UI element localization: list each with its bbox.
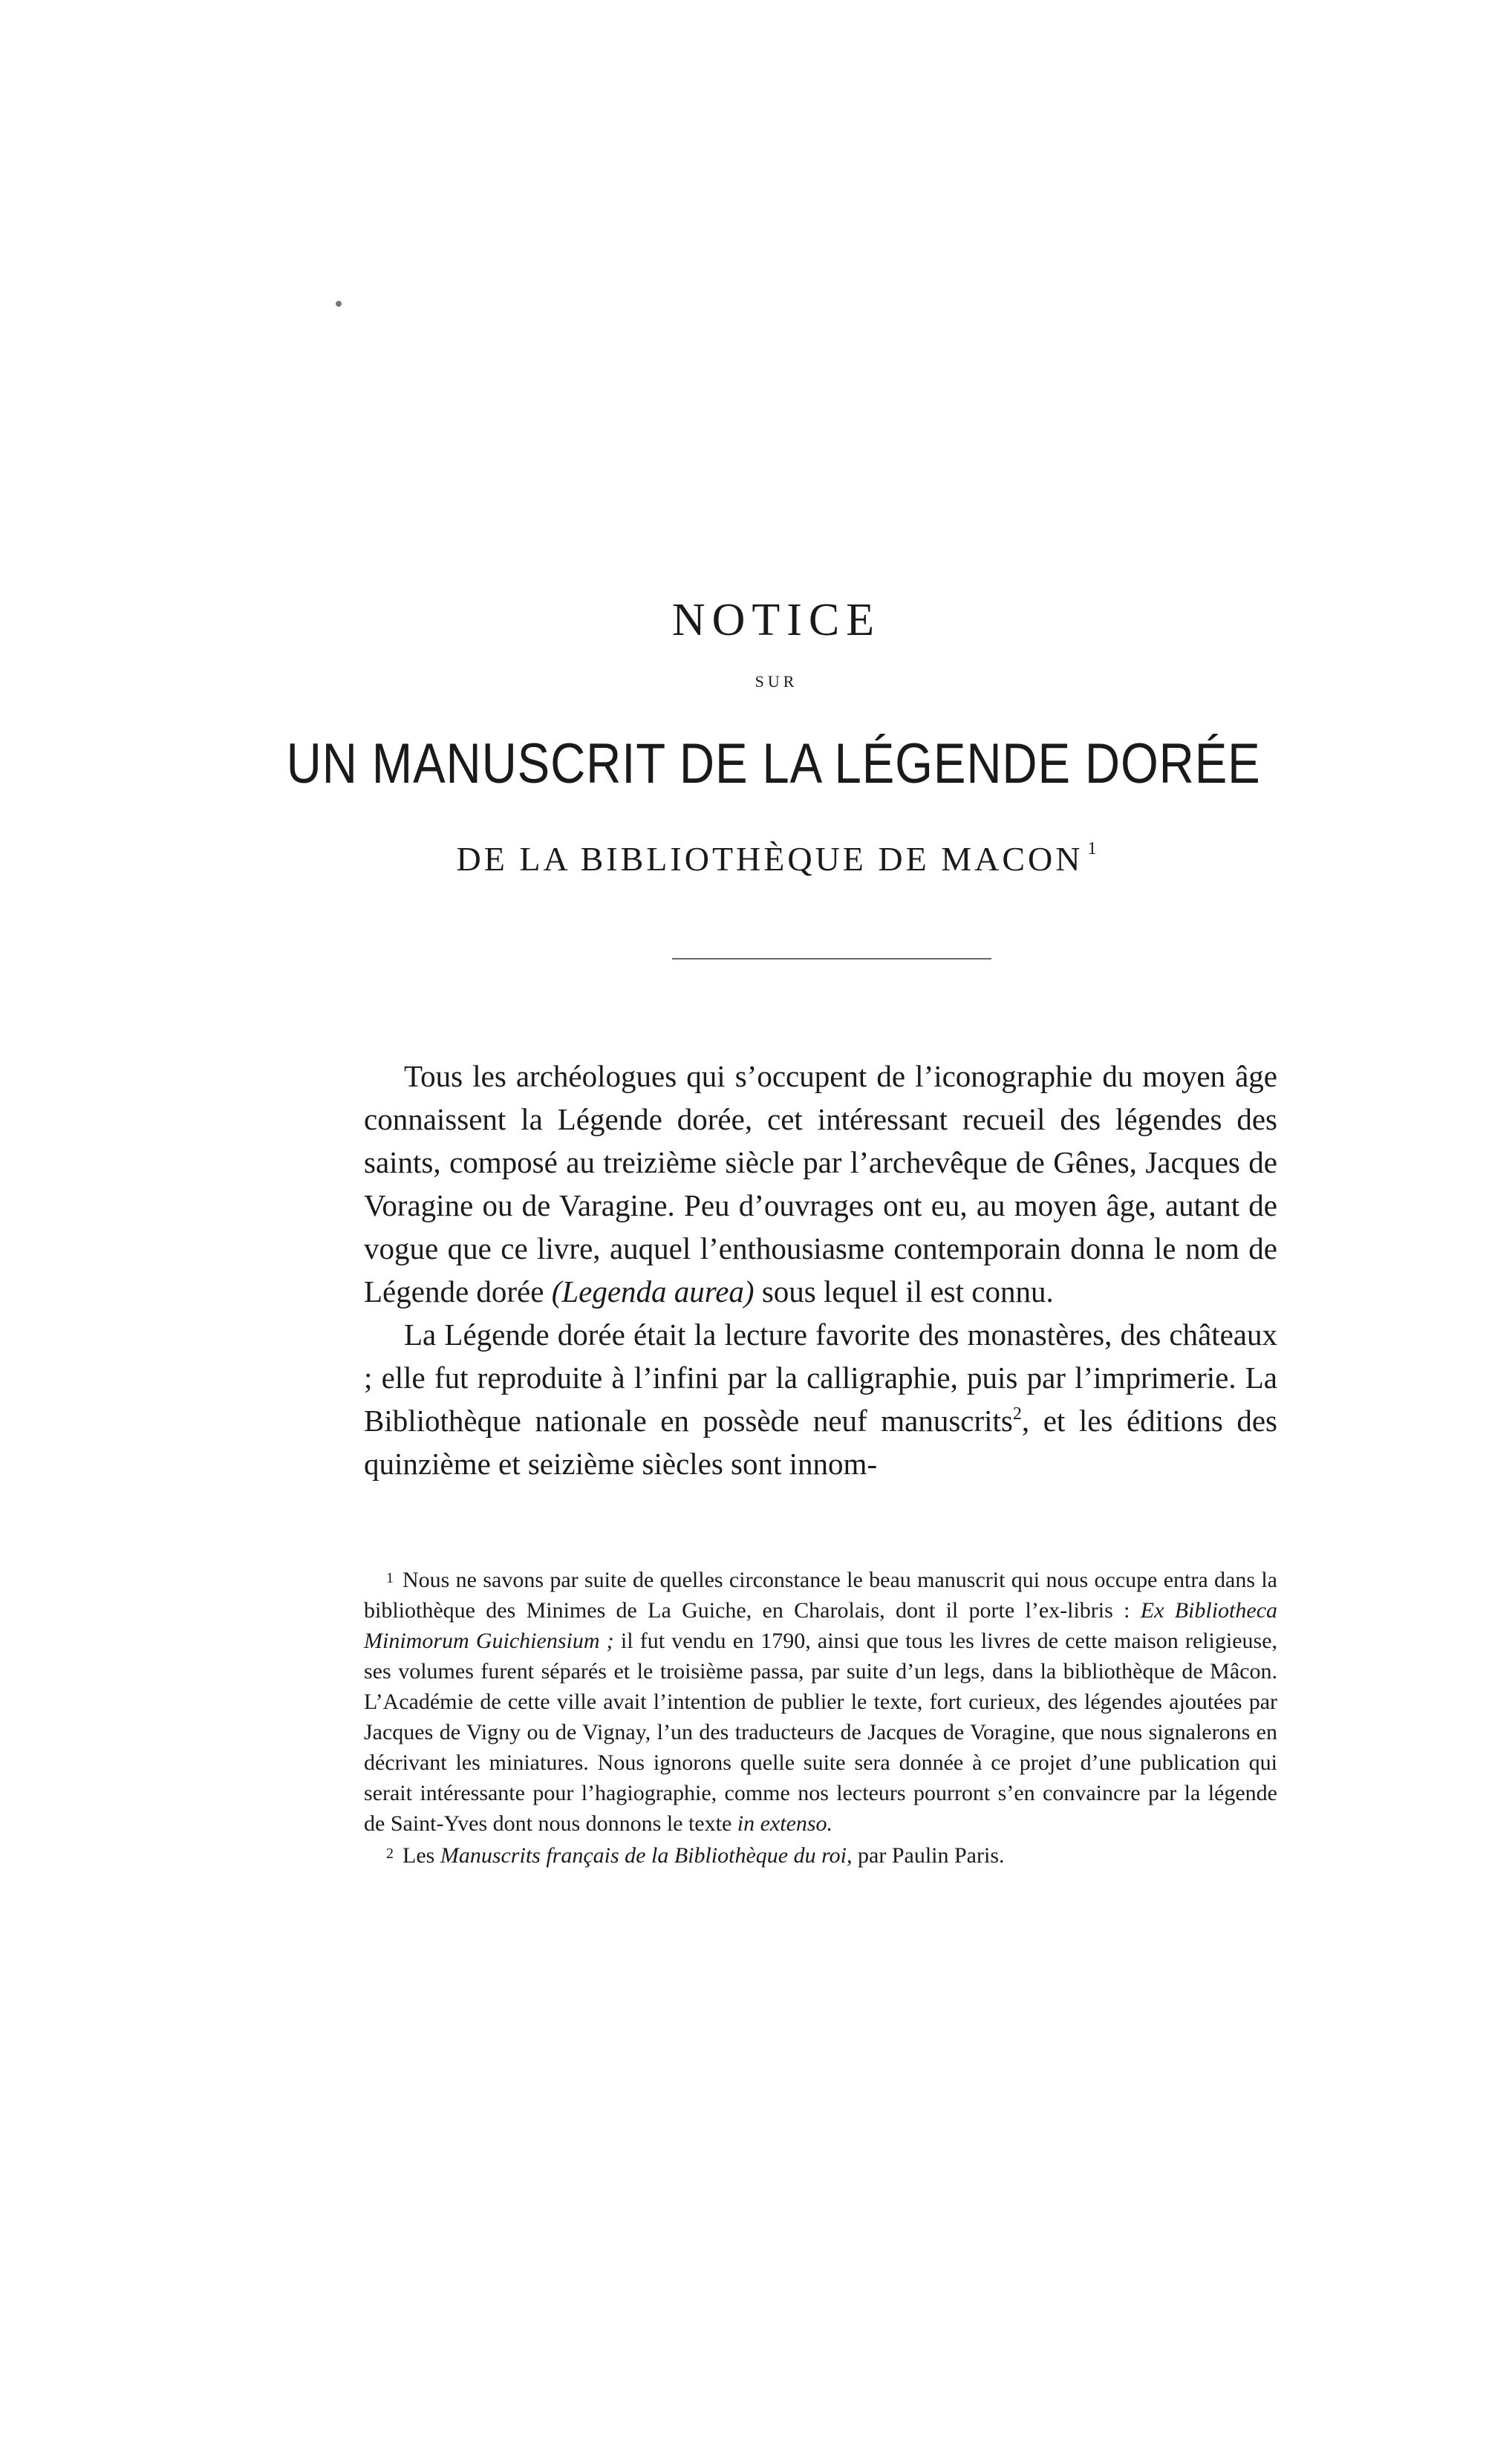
footnote-2-text-b: par Paulin Paris. [852,1843,1005,1868]
p1-italic: (Legenda aurea) [551,1274,755,1309]
footnote-2-text-a: Les [403,1843,440,1868]
footnote-ref-1: 1 [1087,839,1097,858]
footnote-1-text-b: il fut vendu en 1790, ainsi que tous les livres de cette maison religieuse, ses volumes furent séparés et le troisième passa, par suite d’un legs, dans la bibliothèque de Mâcon. L’Académie de cette ville avait l’intention de publier le texte, fort curieux, des légendes ajoutées par Jacques de Vigny ou de Vignay, l’un des traducteurs de Jacques de Voragine, que nous signalerons en décrivant les miniatures. Nous ignorons quelle suite sera donnée à ce projet d’une publication qui serait intéressante pour l’hagiographie, comme nos lecteurs pourront s’en convaincre par la légende de Saint-Yves dont nous donnons le texte [364,1629,1278,1836]
heading-notice: NOTICE [671,595,882,645]
p2-text-a: La Légende dorée était la lecture favorite des monastères, des châteaux ; elle fut reproduite à l’infini par la calligraphie, puis par l’imprimerie. La Bibliothèque nationale en possède neuf manuscrits [364,1317,1277,1438]
heading-sur: SUR [755,672,798,691]
footnote-2-italic: Manuscrits français de la Bibliothèque du roi, [440,1843,853,1868]
body-text [364,1055,1277,1485]
footnote-1-italic-2: in extenso. [737,1811,833,1836]
p1-text-a: Tous les archéologues qui s’occupent de l’iconographie du moyen âge connaissent la Légende dorée, cet intéressant recueil des légendes des saints, composé au treizième siècle par l’archevêque de Gênes, Jacques de Voragine ou de Varagine. Peu d’ouvrages ont eu, au moyen âge, autant de vogue que ce livre, auquel l’enthousiasme contemporain donna le nom de Légende dorée [364,1059,1277,1309]
page-title: UN MANUSCRIT DE LA LÉGENDE DORÉE [286,732,1261,795]
footnotes [364,1563,1277,1871]
title-divider [672,958,991,959]
ink-speck [336,301,342,307]
paragraph-2 [364,1313,1277,1485]
footnote-2-number: 2 [386,1845,394,1862]
footnote-1-text-a: Nous ne savons par suite de quelles circonstance le beau manuscrit qui nous occupe entra dans la bibliothèque des Minimes de La Guiche, en Charolais, dont il porte l’ex-libris : [364,1568,1277,1623]
page-subtitle [0,839,1512,879]
footnote-ref-2: 2 [1012,1404,1022,1424]
footnote-2 [364,1839,1277,1871]
p1-text-b: sous lequel il est connu. [754,1274,1054,1309]
footnote-1 [364,1563,1277,1839]
footnote-1-number: 1 [386,1570,394,1586]
p2-text-b: , et les éditions des quinzième et seizième siècles sont innom- [364,1404,1277,1481]
paragraph-1 [364,1055,1277,1313]
subtitle-text: DE LA BIBLIOTHÈQUE DE MACON [456,840,1084,878]
footnote-1-italic-1: Ex Bibliotheca Minimorum Guichiensium ; [364,1598,1278,1653]
